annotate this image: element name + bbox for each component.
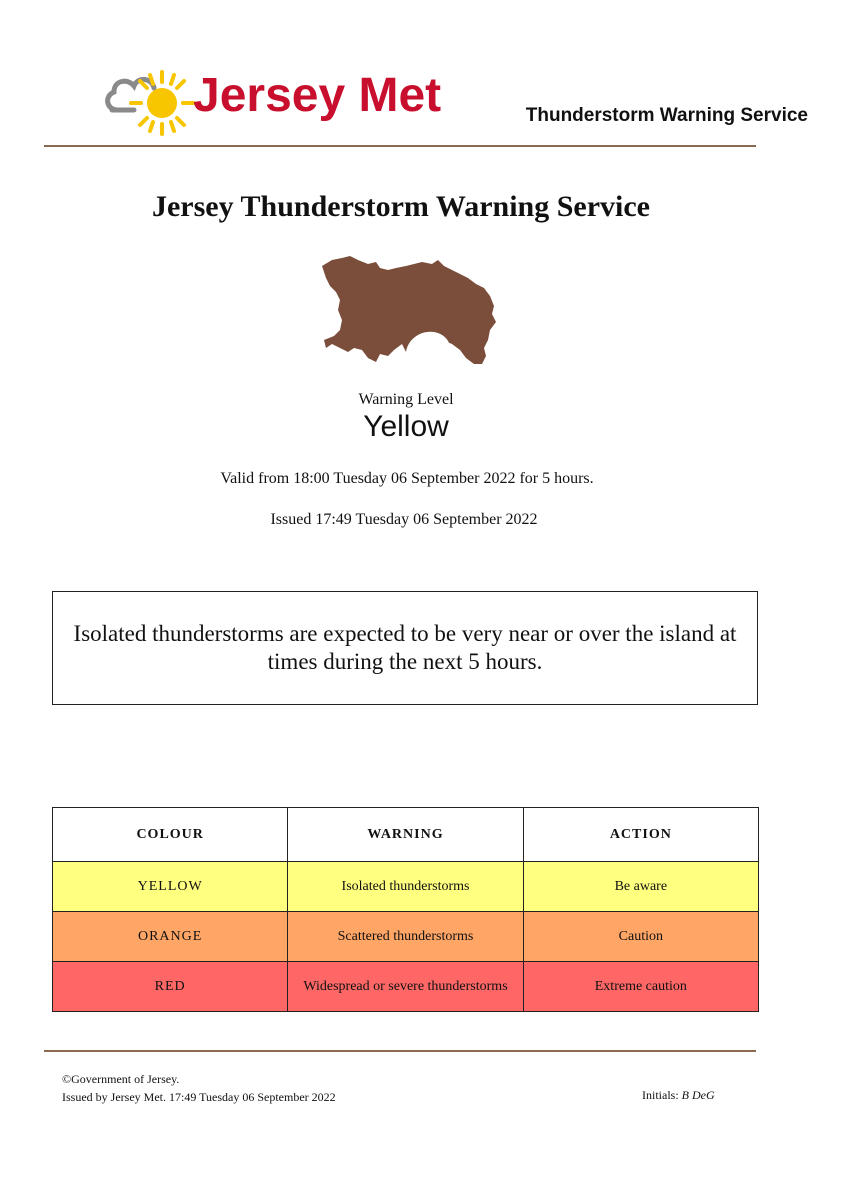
initials-value: B DeG	[681, 1088, 715, 1102]
initials-label: Initials:	[642, 1088, 679, 1102]
table-header-row	[53, 808, 759, 862]
copyright-text: ©Government of Jersey.	[62, 1072, 180, 1086]
header-warning: WARNING	[288, 808, 523, 862]
header	[0, 0, 848, 150]
cell-warning: Scattered thunderstorms	[288, 912, 523, 962]
warning-message-box	[52, 591, 758, 705]
service-name: Thunderstorm Warning Service	[525, 105, 808, 126]
issued-by-text: Issued by Jersey Met. 17:49 Tuesday 06 September 2022	[62, 1090, 336, 1104]
warning-level-label: Warning Level	[358, 391, 454, 408]
issued-time: Issued 17:49 Tuesday 06 September 2022	[270, 511, 538, 528]
cell-warning: Widespread or severe thunderstorms	[288, 962, 523, 1012]
footer-divider	[44, 1050, 756, 1052]
table-row-red	[53, 962, 759, 1012]
jersey-met-logo	[100, 66, 460, 146]
cell-warning: Isolated thunderstorms	[288, 862, 523, 912]
cell-action: Caution	[523, 912, 758, 962]
brand-name: Jersey Met	[193, 69, 442, 122]
cell-action: Be aware	[523, 862, 758, 912]
cell-action: Extreme caution	[523, 962, 758, 1012]
header-action: ACTION	[523, 808, 758, 862]
footer-info	[62, 1070, 336, 1106]
initials	[642, 1088, 715, 1103]
header-divider	[44, 145, 756, 147]
page-title: Jersey Thunderstorm Warning Service	[151, 190, 651, 223]
warning-message: Isolated thunderstorms are expected to be very near or over the island at times during the next 5 hours.	[73, 621, 737, 674]
header-colour: COLOUR	[53, 808, 288, 862]
cell-colour: RED	[53, 962, 288, 1012]
warning-levels-table	[52, 807, 759, 1012]
jersey-island-map	[318, 252, 498, 370]
valid-period: Valid from 18:00 Tuesday 06 September 2022 for 5 hours.	[220, 470, 594, 487]
warning-level-value: Yellow	[363, 410, 449, 443]
table-row-yellow	[53, 862, 759, 912]
cell-colour: ORANGE	[53, 912, 288, 962]
table-row-orange	[53, 912, 759, 962]
cell-colour: YELLOW	[53, 862, 288, 912]
cloud-sun-icon	[100, 66, 200, 146]
